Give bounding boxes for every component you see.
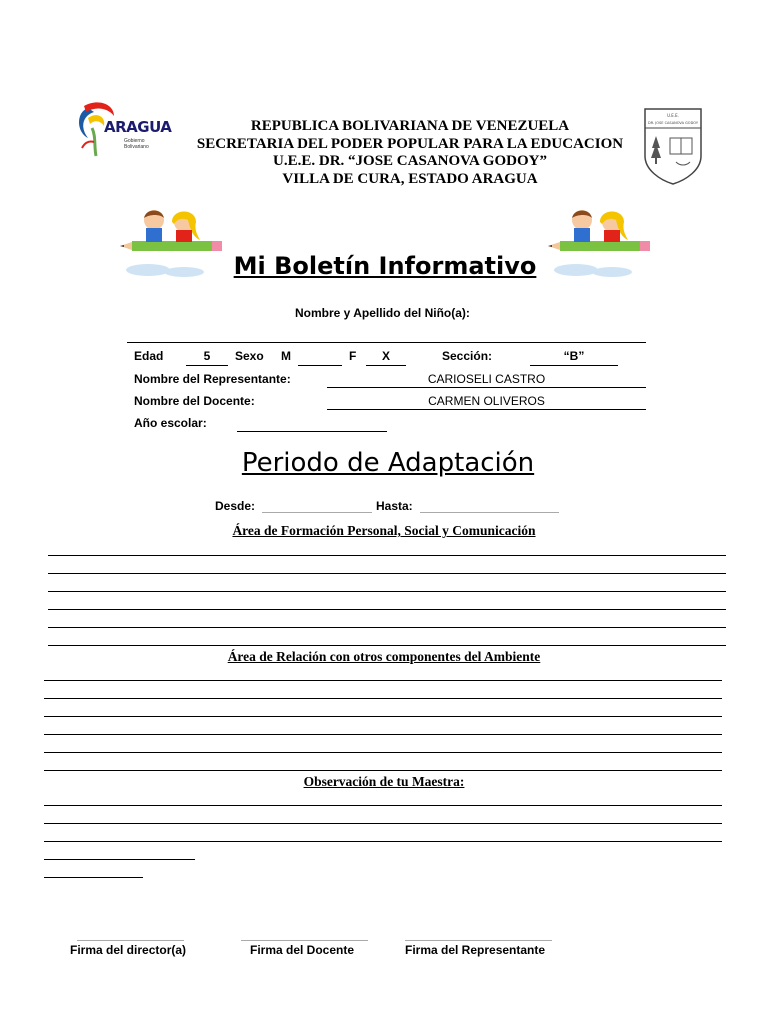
aragua-logo-subtext: Gobierno Bolivariano — [124, 138, 149, 150]
director-signature-line[interactable] — [77, 940, 184, 941]
area-relacion-line[interactable] — [44, 680, 722, 681]
docente-label: Nombre del Docente: — [134, 394, 255, 408]
representante-line[interactable] — [327, 387, 646, 388]
aragua-logo-text: ARAGUA — [104, 118, 172, 136]
edad-value: 5 — [203, 349, 211, 363]
representante-label: Nombre del Representante: — [134, 372, 291, 386]
edad-line[interactable] — [186, 365, 228, 366]
representante-signature-line[interactable] — [405, 940, 552, 941]
area-formacion-line[interactable] — [48, 591, 726, 592]
sexo-m-line[interactable] — [298, 365, 342, 366]
seccion-value: “B” — [563, 349, 585, 363]
sexo-f-label: F — [349, 349, 357, 363]
docente-signature-label: Firma del Docente — [250, 943, 355, 957]
aragua-logo — [74, 98, 172, 160]
representante-value: CARIOSELI CASTRO — [427, 372, 546, 386]
observacion-title-text: Observación de tu Maestra: — [303, 774, 465, 789]
edad-label: Edad — [134, 349, 164, 363]
school-shield-logo — [642, 106, 704, 186]
student-name-label: Nombre y Apellido del Niño(a): — [295, 306, 470, 320]
observacion-line[interactable] — [44, 877, 143, 878]
sexo-label: Sexo — [235, 349, 264, 363]
director-signature-label: Firma del director(a) — [70, 943, 187, 957]
area-formacion-line[interactable] — [48, 627, 726, 628]
area-relacion-line[interactable] — [44, 734, 722, 735]
student-name-line[interactable] — [127, 342, 646, 343]
desde-line[interactable] — [262, 512, 372, 513]
header-line-4: VILLA DE CURA, ESTADO ARAGUA — [282, 171, 538, 187]
hasta-line[interactable] — [420, 512, 559, 513]
svg-text:DR. JOSE CASANOVA GODOY: DR. JOSE CASANOVA GODOY — [648, 121, 698, 125]
area-relacion-title — [0, 649, 768, 665]
area-formacion-title — [0, 523, 768, 539]
desde-label: Desde: — [215, 499, 256, 513]
seccion-line[interactable] — [530, 365, 618, 366]
area-formacion-line[interactable] — [48, 555, 726, 556]
header-line-2: SECRETARIA DEL PODER POPULAR PARA LA EDUCACION — [196, 136, 624, 152]
area-relacion-line[interactable] — [44, 698, 722, 699]
observacion-line[interactable] — [44, 859, 195, 860]
representante-signature-label: Firma del Representante — [405, 943, 546, 957]
area-relacion-line[interactable] — [44, 770, 722, 771]
period-title: Periodo de Adaptación — [241, 448, 535, 478]
svg-text:U.E.E.: U.E.E. — [667, 113, 679, 118]
area-formacion-title-text: Área de Formación Personal, Social y Comunicación — [232, 523, 536, 538]
area-formacion-line[interactable] — [48, 609, 726, 610]
header-line-3: U.E.E. DR. “JOSE CASANOVA GODOY” — [273, 153, 547, 169]
area-formacion-line[interactable] — [48, 573, 726, 574]
area-relacion-line[interactable] — [44, 752, 722, 753]
docente-value: CARMEN OLIVEROS — [428, 394, 545, 408]
area-relacion-title-text: Área de Relación con otros componentes del Ambiente — [227, 649, 541, 664]
docente-signature-line[interactable] — [241, 940, 368, 941]
area-formacion-line[interactable] — [48, 645, 726, 646]
ano-escolar-label: Año escolar: — [134, 416, 207, 430]
ano-escolar-line[interactable] — [237, 431, 387, 432]
observacion-title — [0, 774, 768, 790]
docente-line[interactable] — [327, 409, 646, 410]
sexo-f-value: X — [381, 349, 390, 363]
sexo-m-label: M — [281, 349, 291, 363]
sexo-f-line[interactable] — [366, 365, 406, 366]
observacion-line[interactable] — [44, 823, 722, 824]
bulletin-title: Mi Boletín Informativo — [233, 252, 537, 280]
observacion-line[interactable] — [44, 841, 722, 842]
observacion-line[interactable] — [44, 805, 722, 806]
seccion-label: Sección: — [442, 349, 493, 363]
header-line-1: REPUBLICA BOLIVARIANA DE VENEZUELA — [250, 118, 570, 134]
area-relacion-line[interactable] — [44, 716, 722, 717]
hasta-label: Hasta: — [376, 499, 413, 513]
